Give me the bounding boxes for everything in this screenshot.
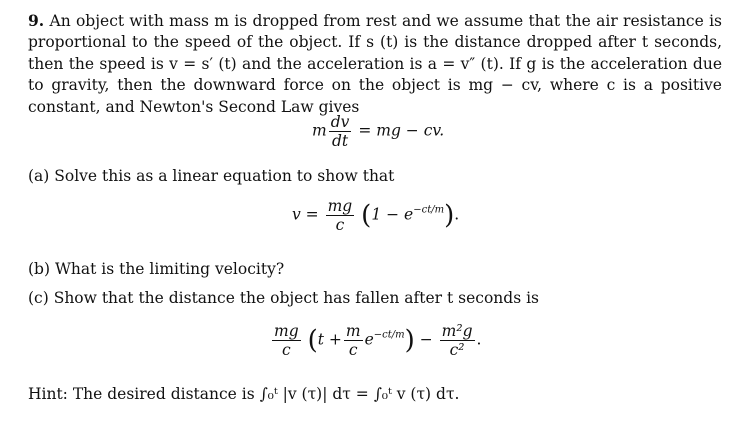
- eq2-frac-num: mg: [327, 197, 353, 215]
- part-a: (a) Solve this as a linear equation to show that: [28, 167, 395, 185]
- eq3-e: e: [364, 330, 374, 349]
- eq2-inner: 1 − e: [371, 205, 414, 224]
- eq3-frac3-num: m²g: [441, 322, 473, 340]
- part-c: (c) Show that the distance the object has fallen after t seconds is: [28, 289, 539, 307]
- eq1-lhs-coef: m: [312, 121, 327, 140]
- eq2-fraction: [326, 197, 355, 234]
- eq3-frac1-num: mg: [274, 322, 299, 340]
- hint: Hint: The desired distance is ∫₀ᵗ |v (τ)| dτ = ∫₀ᵗ v (τ) dτ.: [28, 385, 460, 403]
- eq3-fraction-2: [344, 322, 363, 359]
- eq2-frac-den: c: [335, 216, 345, 234]
- eq3-frac1-den: c: [281, 341, 291, 359]
- eq2-paren-open: (: [361, 200, 372, 231]
- eq1-frac-num: dv: [330, 113, 350, 131]
- eq3-exp: −ct/m: [373, 329, 405, 341]
- eq3-fraction-1: [272, 322, 301, 359]
- equation-velocity: [292, 197, 459, 234]
- eq3-paren-open: (: [307, 325, 318, 356]
- eq3-t-plus: t +: [317, 330, 342, 349]
- eq2-paren-close: ): [444, 200, 455, 231]
- problem-number: 9.: [28, 11, 45, 30]
- eq3-tail: .: [476, 330, 482, 349]
- problem-intro-text: An object with mass m is dropped from rest and we assume that the air resistance is proportional to the speed of the object. If s (t) is the distance dropped after t seconds, then the speed is v = s′ (t) and the acceleration is a = v″ (t). If g is the acceleration due to gravity, then the downward force on the object is mg − cv, where c is a positive constant, and Newton's Second Law gives: [28, 12, 723, 116]
- eq3-frac2-num: m: [345, 322, 361, 340]
- equation-newton: [312, 113, 444, 150]
- eq3-frac2-den: c: [348, 341, 358, 359]
- eq3-minus: −: [419, 330, 433, 349]
- problem-intro: [28, 10, 722, 118]
- equation-distance: [270, 322, 481, 359]
- eq1-rhs: = mg − cv.: [358, 121, 445, 140]
- eq2-exp: −ct/m: [413, 204, 445, 216]
- eq2-lhs: v =: [292, 205, 319, 224]
- eq2-tail: .: [454, 205, 460, 224]
- eq1-frac-den: dt: [331, 132, 349, 150]
- part-b: (b) What is the limiting velocity?: [28, 260, 285, 278]
- eq3-paren-close: ): [404, 325, 415, 356]
- eq1-fraction: [329, 113, 352, 150]
- eq3-frac3-den: c²: [449, 341, 465, 359]
- eq3-fraction-3: [440, 322, 475, 359]
